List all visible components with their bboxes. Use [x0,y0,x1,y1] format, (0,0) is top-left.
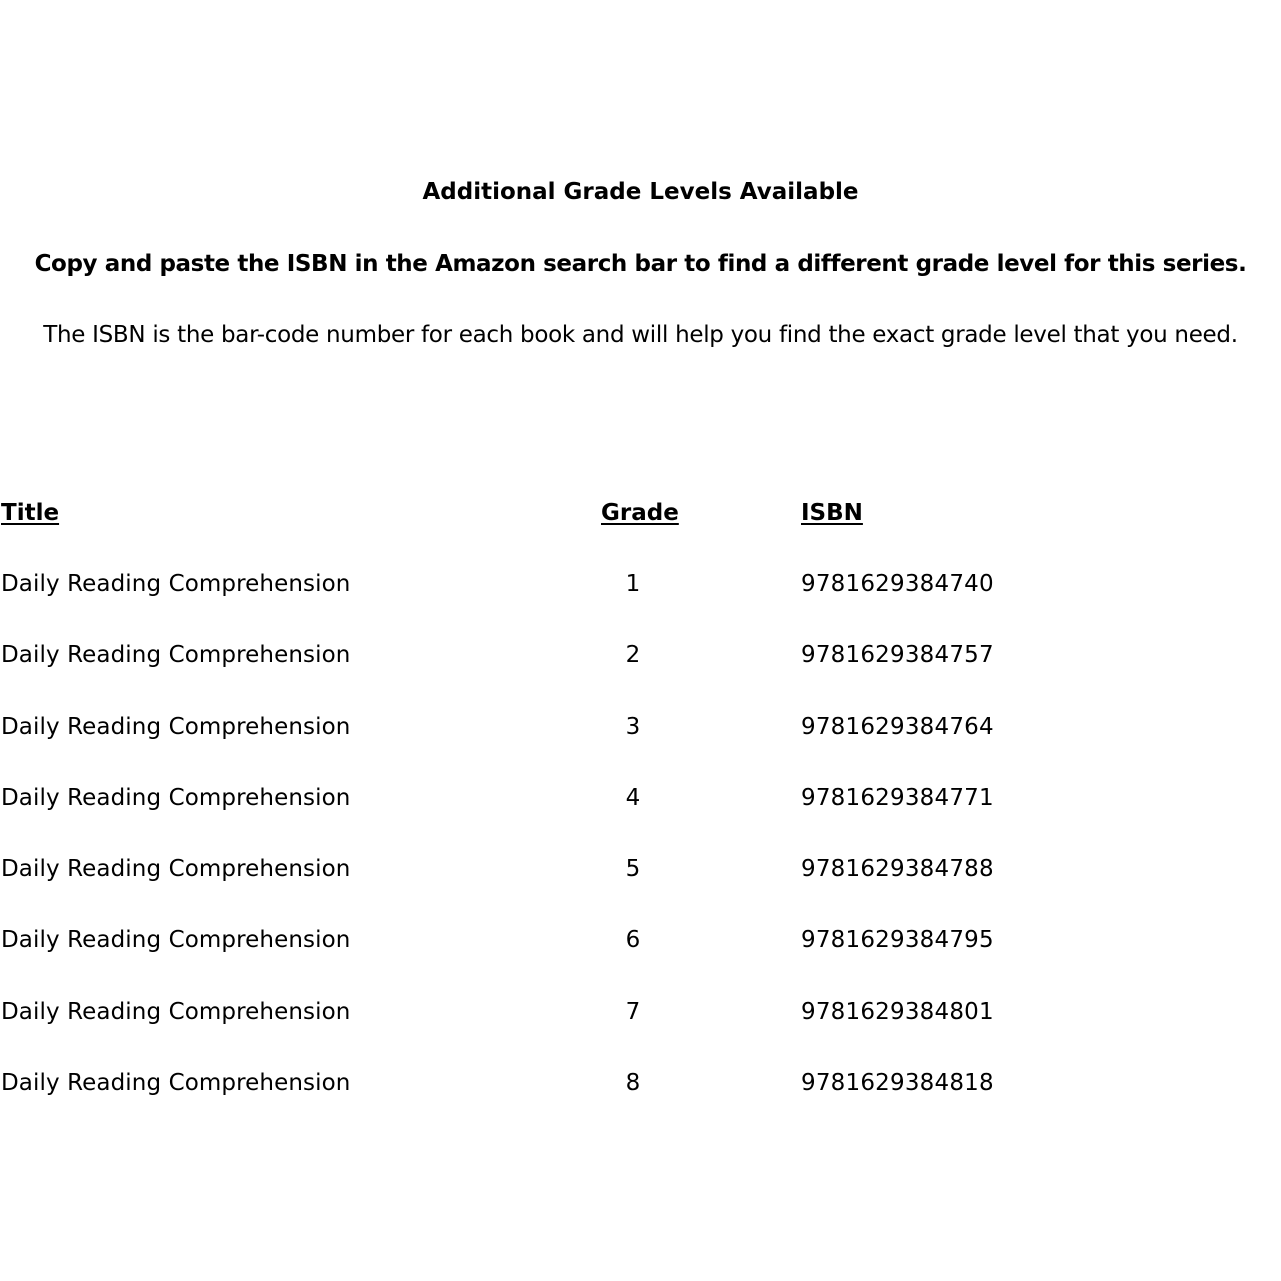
grade-cell: 7 [625,998,641,1025]
column-header-grade: Grade [601,500,679,526]
grade-cell: 4 [625,784,641,811]
book-title-cell: Daily Reading Comprehension [1,571,351,597]
isbn-note: The ISBN is the bar-code number for each book and will help you find the exact grade level that you need. [43,322,1238,348]
column-header-isbn: ISBN [801,500,863,526]
table-row [0,1072,1281,1143]
grade-cell: 8 [625,1070,641,1097]
book-title-cell: Daily Reading Comprehension [1,927,351,954]
table-row [0,858,1281,929]
book-title-cell: Daily Reading Comprehension [1,713,351,740]
isbn-cell: 9781629384764 [801,713,994,740]
book-title-cell: Daily Reading Comprehension [1,998,351,1025]
instruction-text: Copy and paste the ISBN in the Amazon search bar to find a different grade level for this series. [34,251,1247,277]
table-row [0,998,1281,1072]
table-row [0,929,1281,1000]
book-title-cell: Daily Reading Comprehension [1,1070,351,1097]
table-row [0,713,1281,787]
book-title-cell: Daily Reading Comprehension [1,856,351,883]
book-title-cell: Daily Reading Comprehension [1,642,351,669]
isbn-cell: 9781629384795 [801,927,994,954]
grade-level-table [0,573,1281,1143]
isbn-cell: 9781629384771 [801,784,994,811]
isbn-cell: 9781629384801 [801,998,994,1025]
grade-cell: 3 [625,713,641,740]
table-row [0,644,1281,715]
grade-cell: 1 [625,571,641,597]
isbn-cell: 9781629384757 [801,642,994,669]
book-title-cell: Daily Reading Comprehension [1,784,351,811]
table-row [0,784,1281,858]
grade-cell: 5 [625,856,641,883]
isbn-cell: 9781629384740 [801,571,994,597]
grade-cell: 6 [625,927,641,954]
isbn-cell: 9781629384818 [801,1070,994,1097]
grade-cell: 2 [625,642,641,669]
table-row [0,573,1281,644]
column-header-title: Title [1,500,60,526]
isbn-cell: 9781629384788 [801,856,994,883]
page-title: Additional Grade Levels Available [422,179,859,205]
